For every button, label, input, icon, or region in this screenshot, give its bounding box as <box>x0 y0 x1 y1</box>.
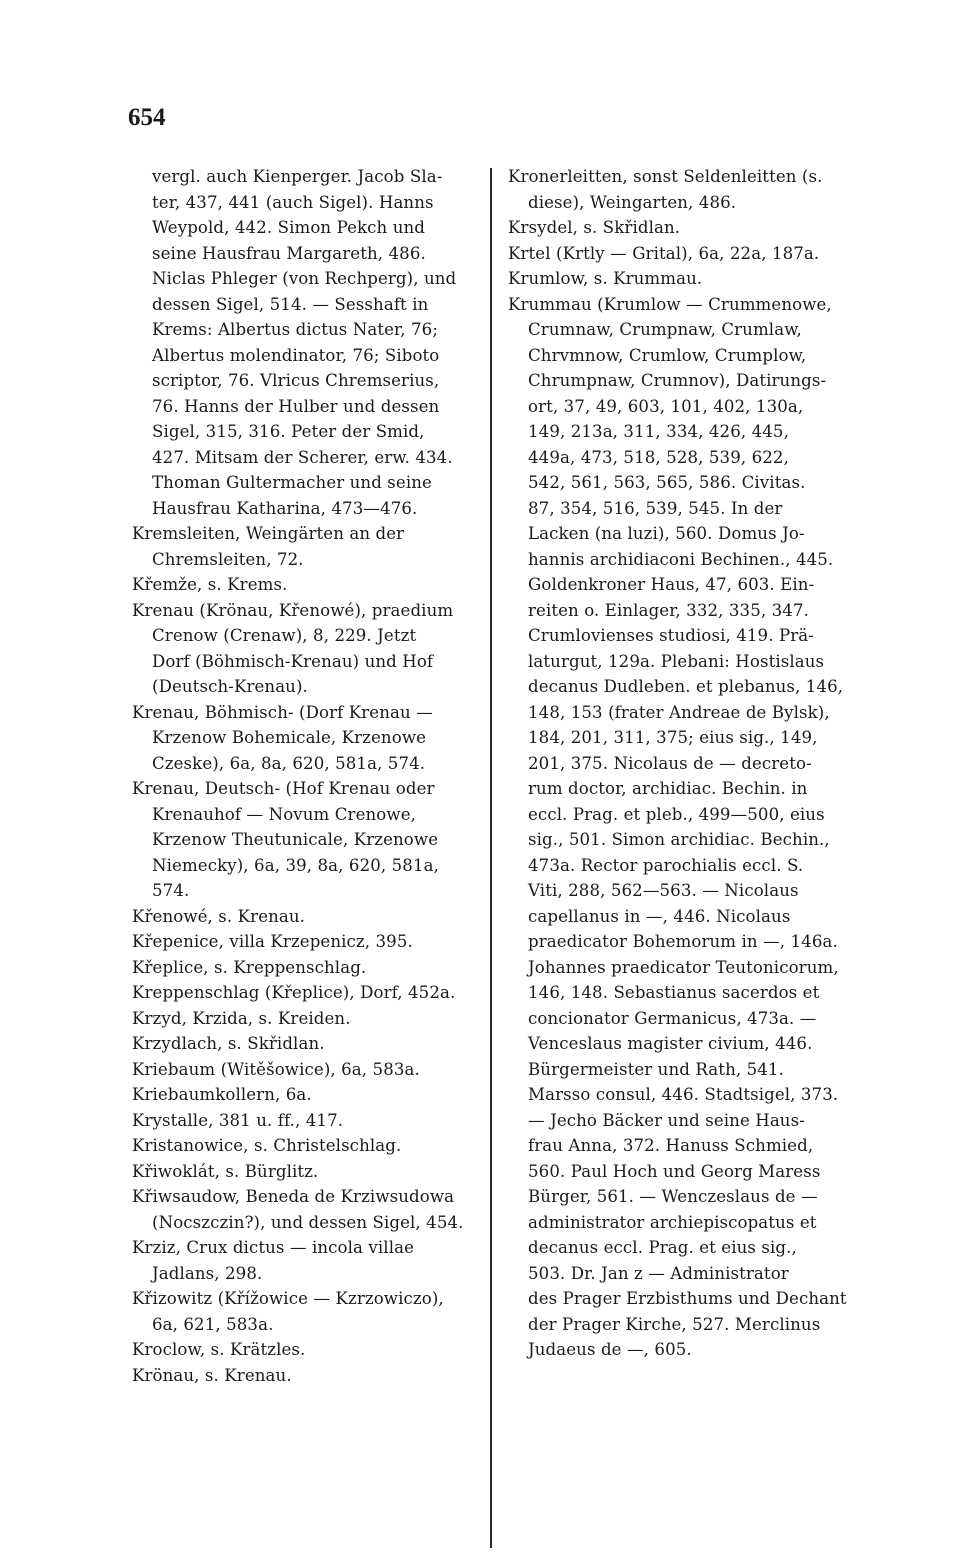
index-entry-line: reiten o. Einlager, 332, 335, 347. <box>528 600 809 620</box>
page-number: 654 <box>128 104 166 131</box>
index-entry-line: (Deutsch-Krenau). <box>152 677 308 696</box>
index-entry-line: Viti, 288, 562—563. — Nicolaus <box>528 881 799 900</box>
index-entry-line: Krzydlach, s. Skřidlan. <box>132 1034 325 1053</box>
index-entry-line: ter, 437, 441 (auch Sigel). Hanns <box>152 192 434 212</box>
index-entry-line: dessen Sigel, 514. — Sesshaft in <box>152 294 429 314</box>
index-entry-line: frau Anna, 372. Hanuss Schmied, <box>528 1136 814 1155</box>
index-entry-line: Krummau (Krumlow — Crummenowe, <box>508 294 832 314</box>
index-entry-line: 148, 153 (frater Andreae de Bylsk), <box>528 702 830 722</box>
index-entry-line: Krzenow Bohemicale, Krzenowe <box>152 728 427 747</box>
index-entry-line: Czeske), 6a, 8a, 620, 581a, 574. <box>152 753 426 773</box>
index-entry-line: Bürgermeister und Rath, 541. <box>528 1059 784 1079</box>
index-entry-line: decanus eccl. Prag. et eius sig., <box>528 1238 797 1257</box>
index-entry-line: Kremsleiten, Weingärten an der <box>132 524 405 543</box>
index-entry-line: laturgut, 129a. Plebani: Hostislaus <box>528 651 825 671</box>
index-entry-line: Albertus molendinator, 76; Siboto <box>152 345 440 365</box>
index-entry-line: Chrumpnaw, Crumnov), Datirungs- <box>528 371 827 390</box>
index-entry-line: Krsydel, s. Skřidlan. <box>508 218 681 237</box>
index-entry-line: 146, 148. Sebastianus sacerdos et <box>528 983 820 1002</box>
index-entry-line: Chrvmnow, Crumlow, Crumplow, <box>528 345 807 365</box>
index-entry-line: Kriebaumkollern, 6a. <box>132 1085 312 1104</box>
index-entry-line: Kroclow, s. Krätzles. <box>132 1340 306 1359</box>
index-entry-line: concionator Germanicus, 473a. — <box>528 1008 817 1028</box>
right-column <box>508 164 848 1363</box>
index-entry-line: Krenauhof — Novum Crenowe, <box>152 804 416 824</box>
index-entry-line: Judaeus de —, 605. <box>528 1340 692 1359</box>
index-entry-line: 6a, 621, 583a. <box>152 1314 274 1334</box>
index-entry-line: decanus Dudleben. et plebanus, 146, <box>528 677 844 696</box>
left-column <box>132 164 477 1388</box>
index-entry-line: 201, 375. Nicolaus de — decreto- <box>528 753 812 773</box>
index-entry-line: der Prager Kirche, 527. Merclinus <box>528 1314 821 1334</box>
index-entry-line: Krems: Albertus dictus Nater, 76; <box>152 320 439 339</box>
index-entry-line: Weypold, 442. Simon Pekch und <box>152 218 426 237</box>
index-entry-line: Jadlans, 298. <box>152 1263 263 1283</box>
index-entry-line: Kronerleitten, sonst Seldenleitten (s. <box>508 167 823 186</box>
index-entry-line: diese), Weingarten, 486. <box>528 192 737 212</box>
index-entry-line: des Prager Erzbisthums und Dechant <box>528 1289 847 1308</box>
column-divider <box>490 168 492 1548</box>
index-entry-line: 542, 561, 563, 565, 586. Civitas. <box>528 473 806 492</box>
index-entry-line: Johannes praedicator Teutonicorum, <box>528 957 839 977</box>
index-entry-line: Kristanowice, s. Christelschlag. <box>132 1136 402 1155</box>
index-entry-line: Krenau, Deutsch- (Hof Krenau oder <box>132 779 435 798</box>
index-entry-line: 560. Paul Hoch und Georg Maress <box>528 1161 821 1181</box>
index-entry-line: Krzyd, Krzida, s. Kreiden. <box>132 1008 351 1028</box>
index-entry-line: 76. Hanns der Hulber und dessen <box>152 396 440 416</box>
index-entry-line: Křemže, s. Krems. <box>132 575 288 594</box>
index-entry-line: Dorf (Böhmisch-Krenau) und Hof <box>152 651 434 671</box>
index-entry-line: Lacken (na luzi), 560. Domus Jo- <box>528 524 805 543</box>
index-entry-line: Křizowitz (Křížowice — Kzrzowiczo), <box>132 1289 444 1308</box>
index-entry-line: Krtel (Krtly — Grital), 6a, 22a, 187a. <box>508 243 820 263</box>
index-entry-line: rum doctor, archidiac. Bechin. in <box>528 779 808 798</box>
index-entry-line: praedicator Bohemorum in —, 146a. <box>528 932 838 951</box>
index-entry-line: seine Hausfrau Margareth, 486. <box>152 243 426 263</box>
index-entry-line: Hausfrau Katharina, 473—476. <box>152 498 418 518</box>
index-entry-line: Krystalle, 381 u. ff., 417. <box>132 1110 344 1130</box>
index-entry-line: 574. <box>152 881 190 900</box>
index-entry-line: Bürger, 561. — Wenczeslaus de — <box>528 1187 818 1206</box>
index-entry-line: eccl. Prag. et pleb., 499—500, eius <box>528 804 825 824</box>
index-entry-line: hannis archidiaconi Bechinen., 445. <box>528 549 834 569</box>
index-entry-line: 503. Dr. Jan z — Administrator <box>528 1263 789 1283</box>
index-entry-line: Crumnaw, Crumpnaw, Crumlaw, <box>528 320 802 339</box>
index-entry-line: — Jecho Bäcker und seine Haus- <box>528 1110 805 1130</box>
index-entry-line: Goldenkroner Haus, 47, 603. Ein- <box>528 575 815 594</box>
index-entry-line: sig., 501. Simon archidiac. Bechin., <box>528 830 830 849</box>
index-entry-line: 149, 213a, 311, 334, 426, 445, <box>528 422 789 441</box>
index-entry-line: Krenau (Krönau, Křenowé), praedium <box>132 600 454 620</box>
index-entry-line: (Nocszczin?), und dessen Sigel, 454. <box>152 1212 464 1232</box>
index-entry-line: 427. Mitsam der Scherer, erw. 434. <box>152 447 453 467</box>
index-entry-line: Kreppenschlag (Křeplice), Dorf, 452a. <box>132 983 456 1002</box>
index-entry-line: ort, 37, 49, 603, 101, 402, 130a, <box>528 396 804 416</box>
index-entry-line: Krönau, s. Krenau. <box>132 1365 292 1385</box>
index-entry-line: Venceslaus magister civium, 446. <box>528 1034 813 1053</box>
index-entry-line: vergl. auch Kienperger. Jacob Sla- <box>152 167 443 186</box>
index-entry-line: capellanus in —, 446. Nicolaus <box>528 906 791 926</box>
index-entry-line: Krzenow Theutunicale, Krzenowe <box>152 830 439 849</box>
index-entry-line: Krumlow, s. Krummau. <box>508 269 703 288</box>
index-entry-line: Krenau, Böhmisch- (Dorf Krenau — <box>132 702 433 722</box>
index-entry-line: Marsso consul, 446. Stadtsigel, 373. <box>528 1085 839 1104</box>
index-entry-line: Křiwoklát, s. Bürglitz. <box>132 1161 319 1181</box>
index-entry-line: Křiwsaudow, Beneda de Krziwsudowa <box>132 1187 455 1206</box>
index-entry-line: Křeplice, s. Kreppenschlag. <box>132 957 367 977</box>
index-entry-line: 473a. Rector parochialis eccl. S. <box>528 855 804 875</box>
index-entry-line: Chremsleiten, 72. <box>152 549 304 569</box>
index-entry-line: Crenow (Crenaw), 8, 229. Jetzt <box>152 626 417 645</box>
index-entry-line: 184, 201, 311, 375; eius sig., 149, <box>528 728 818 747</box>
index-entry-line: Kriebaum (Witěšowice), 6a, 583a. <box>132 1059 420 1079</box>
index-entry-line: Niemecky), 6a, 39, 8a, 620, 581a, <box>152 855 439 875</box>
index-entry-line: 449a, 473, 518, 528, 539, 622, <box>528 447 789 467</box>
index-entry-line: Křenowé, s. Krenau. <box>132 906 306 926</box>
index-entry-line: Niclas Phleger (von Rechperg), und <box>152 269 457 288</box>
index-entry-line: Krziz, Crux dictus — incola villae <box>132 1238 415 1257</box>
index-entry-line: Crumlovienses studiosi, 419. Prä- <box>528 626 814 645</box>
index-entry-line: Thoman Gultermacher und seine <box>152 473 432 492</box>
index-entry-line: Křepenice, villa Krzepenicz, 395. <box>132 932 413 951</box>
index-entry-line: scriptor, 76. Vlricus Chremserius, <box>152 371 440 390</box>
index-entry-line: Sigel, 315, 316. Peter der Smid, <box>152 422 425 441</box>
index-entry-line: 87, 354, 516, 539, 545. In der <box>528 498 783 518</box>
index-entry-line: administrator archiepiscopatus et <box>528 1212 817 1232</box>
